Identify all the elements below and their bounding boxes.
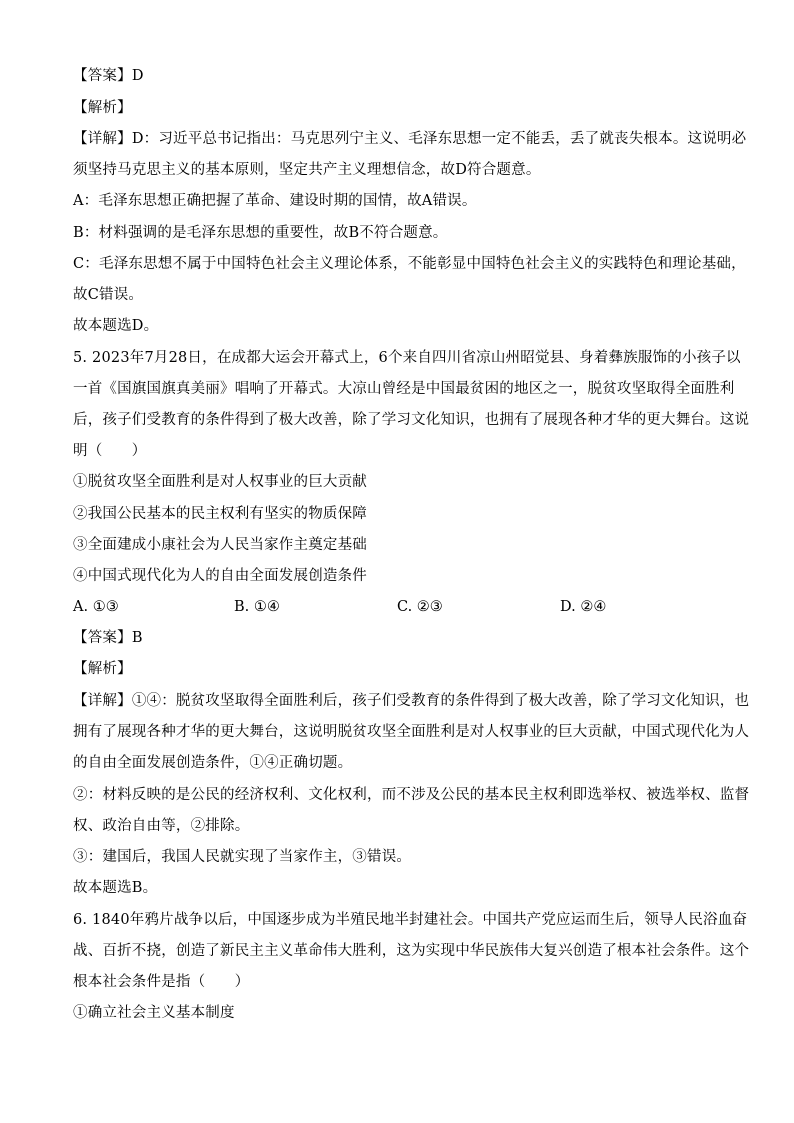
q4-note: C：毛泽东思想不属于中国特色社会主义理论体系，不能彰显中国特色社会主义的实践特色和理论基础， bbox=[73, 256, 746, 272]
q4-detail-line: 须坚持马克思主义的基本原则，坚定共产主义理想信念，故D符合题意。 bbox=[73, 162, 541, 178]
q5-stem-line: 明（ ） bbox=[73, 443, 147, 459]
q5-note: 权、政治自由等，②排除。 bbox=[73, 818, 250, 834]
q5-stem-line: 后，孩子们受教育的条件得到了极大改善，除了学习文化知识，也拥有了展现各种才华的更大舞台。这说 bbox=[73, 412, 750, 428]
q4-conclusion: 故本题选D。 bbox=[73, 318, 159, 334]
option-a[interactable]: A. ①③ bbox=[73, 599, 119, 615]
answer-value: B bbox=[131, 630, 143, 646]
detail-label: 【详解】 bbox=[73, 131, 132, 147]
q5-stem-line: 一首《国旗国旗真美丽》唱响了开幕式。大凉山曾经是中国最贫困的地区之一，脱贫攻坚取得全面胜利 bbox=[73, 381, 735, 397]
option-c[interactable]: C. ②③ bbox=[397, 599, 443, 615]
detail-text: D：习近平总书记指出：马克思列宁主义、毛泽东思想一定不能丢，丢了就丧失根本。这说明必 bbox=[131, 131, 747, 147]
q5-statement: ②我国公民基本的民主权利有坚实的物质保障 bbox=[73, 506, 367, 522]
q4-answer bbox=[73, 66, 144, 86]
q4-note: A：毛泽东思想正确把握了革命、建设时期的国情，故A错误。 bbox=[73, 193, 477, 209]
q5-statement: ③全面建成小康社会为人民当家作主奠定基础 bbox=[73, 537, 367, 553]
q5-statement: ①脱贫攻坚全面胜利是对人权事业的巨大贡献 bbox=[73, 474, 367, 490]
option-b[interactable]: B. ①④ bbox=[234, 599, 280, 615]
q5-detail-line bbox=[73, 691, 749, 711]
q5-detail-line: 拥有了展现各种才华的更大舞台，这说明脱贫攻坚全面胜利是对人权事业的巨大贡献，中国式现代化为人 bbox=[73, 724, 750, 740]
q5-analysis-label: 【解析】 bbox=[73, 661, 132, 677]
q5-options bbox=[73, 597, 723, 617]
q6-stem-line: 战、百折不挠，创造了新民主主义革命伟大胜利，这为实现中华民族伟大复兴创造了根本社会条件。这个 bbox=[73, 943, 750, 959]
q5-detail-line: 的自由全面发展创造条件，①④正确切题。 bbox=[73, 755, 353, 771]
detail-label: 【详解】 bbox=[73, 693, 132, 709]
q6-stem-line: 根本社会条件是指（ ） bbox=[73, 974, 250, 990]
detail-text: ①④：脱贫攻坚取得全面胜利后，孩子们受教育的条件得到了极大改善，除了学习文化知识，也 bbox=[131, 693, 750, 709]
q5-note: ②：材料反映的是公民的经济权利、文化权利，而不涉及公民的基本民主权利即选举权、被选举权、监督 bbox=[73, 787, 750, 803]
q5-stem-line: 5. 2023年7月28日，在成都大运会开幕式上，6个来自四川省凉山州昭觉县、身着彝族服饰的小孩子以 bbox=[73, 350, 741, 366]
answer-label: 【答案】 bbox=[73, 68, 132, 84]
q4-note: B：材料强调的是毛泽东思想的重要性，故B不符合题意。 bbox=[73, 225, 448, 241]
q5-note: ③：建国后，我国人民就实现了当家作主，③错误。 bbox=[73, 849, 412, 865]
q6-statement: ①确立社会主义基本制度 bbox=[73, 1005, 235, 1021]
q5-conclusion: 故本题选B。 bbox=[73, 880, 158, 896]
option-d[interactable]: D. ②④ bbox=[560, 599, 607, 615]
q6-stem-line: 6. 1840年鸦片战争以后，中国逐步成为半殖民地半封建社会。中国共产党应运而生后，领导人民浴血奋 bbox=[73, 912, 748, 928]
answer-label: 【答案】 bbox=[73, 630, 132, 646]
q5-answer bbox=[73, 628, 143, 648]
q4-analysis-label: 【解析】 bbox=[73, 100, 132, 116]
q4-detail-line bbox=[73, 129, 746, 149]
q5-statement: ④中国式现代化为人的自由全面发展创造条件 bbox=[73, 568, 367, 584]
answer-value: D bbox=[131, 68, 144, 84]
q4-note: 故C错误。 bbox=[73, 287, 144, 303]
